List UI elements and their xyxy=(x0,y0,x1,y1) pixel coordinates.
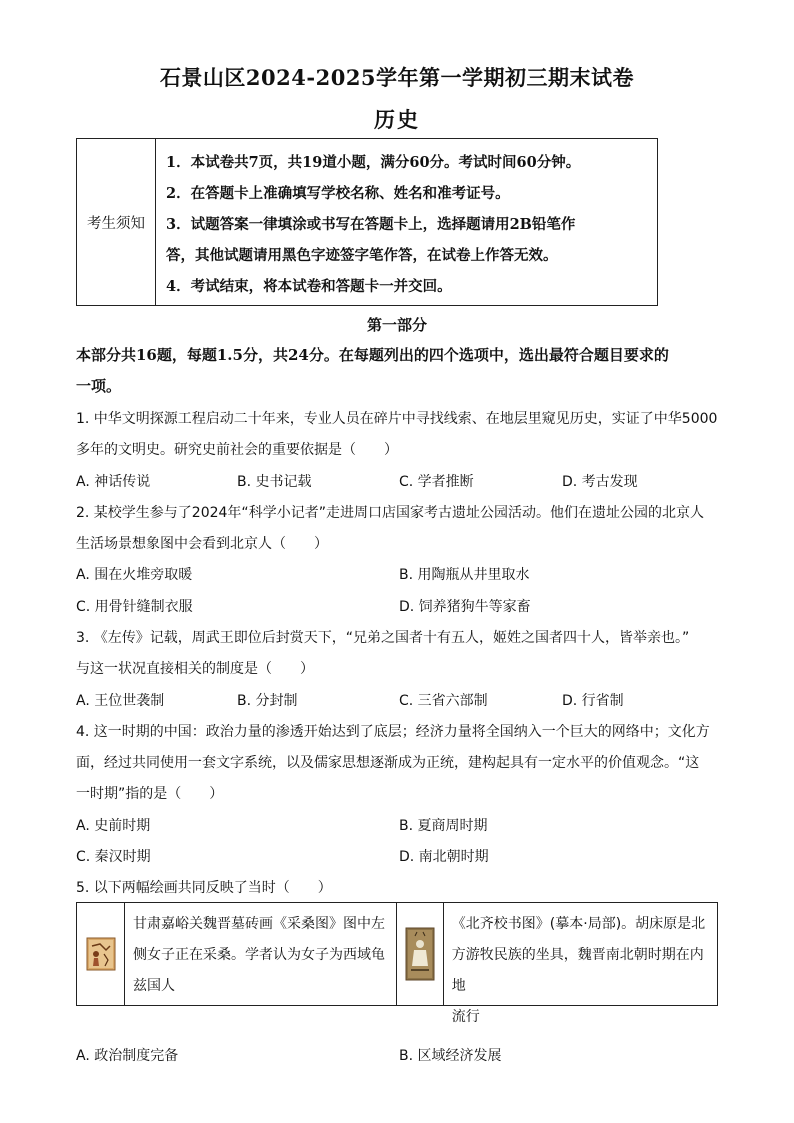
notice-box xyxy=(76,138,658,306)
q1-option-c[interactable]: C. 学者推断 xyxy=(399,474,474,490)
q5-image-table xyxy=(76,902,718,1025)
brick-painting-image xyxy=(77,903,125,1005)
q5-right-caption-line: 流行 xyxy=(451,1009,480,1025)
notice-item: 4．考试结束，将本试卷和答题卡一并交回。 xyxy=(166,278,452,295)
part-intro xyxy=(76,340,726,402)
notice-item: 1．本试卷共7页，共19道小题，满分60分。考试时间60分钟。 xyxy=(166,154,581,171)
q5-left-caption-line: 甘肃嘉峪关魏晋墓砖画《采桑图》图中左 xyxy=(133,916,385,932)
q2-option-a[interactable]: A. 围在火堆旁取暖 xyxy=(76,567,193,583)
q5-stem: 5. 以下两幅绘画共同反映了当时（ ） xyxy=(76,880,332,896)
q4-stem-line: 一时期”指的是（ ） xyxy=(76,786,224,802)
part-intro-line: 本部分共16题，每题1.5分，共24分。在每题列出的四个选项中，选出最符合题目要求的 xyxy=(76,346,669,364)
subject-title: 历史 xyxy=(374,107,420,132)
q2-option-d[interactable]: D. 饲养猪狗牛等家畜 xyxy=(399,599,531,615)
q5-left-caption xyxy=(125,903,391,1005)
part-title: 第一部分 xyxy=(366,316,427,334)
q4-stem-line: 4. 这一时期的中国：政治力量的渗透开始达到了底层；经济力量将全国纳入一个巨大的网络中；文化方 xyxy=(76,724,710,740)
q1-stem-line: 多年的文明史。研究史前社会的重要依据是（ ） xyxy=(76,442,398,458)
q3-option-d[interactable]: D. 行省制 xyxy=(562,693,624,709)
q1-option-d[interactable]: D. 考古发现 xyxy=(562,474,638,490)
q4-option-b[interactable]: B. 夏商周时期 xyxy=(399,818,488,834)
q2-option-c[interactable]: C. 用骨针缝制衣服 xyxy=(76,599,193,615)
q2-stem-line: 2. 某校学生参与了2024年“科学小记者”走进周口店国家考古遗址公园活动。他们在遗址公园的北京人 xyxy=(76,505,704,521)
notice-item: 2．在答题卡上准确填写学校名称、姓名和准考证号。 xyxy=(166,185,510,202)
q3-stem-line: 与这一状况直接相关的制度是（ ） xyxy=(76,661,314,677)
notice-label: 考生须知 xyxy=(77,139,156,305)
scroll-painting-image xyxy=(397,903,444,1005)
q5-left-caption-line: 侧女子正在采桑。学者认为女子为西域龟 xyxy=(133,947,385,963)
q1-stem-line: 1. 中华文明探源工程启动二十年来，专业人员在碎片中寻找线索、在地层里窥见历史，实证了中华5000 xyxy=(76,411,718,427)
q5-right-caption-line: 《北齐校书图》(摹本·局部)。胡床原是北 xyxy=(451,916,706,932)
q3-option-c[interactable]: C. 三省六部制 xyxy=(399,693,488,709)
q4-option-c[interactable]: C. 秦汉时期 xyxy=(76,849,151,865)
q5-option-a[interactable]: A. 政治制度完备 xyxy=(76,1048,179,1064)
q3-option-b[interactable]: B. 分封制 xyxy=(237,693,298,709)
q5-left-cell xyxy=(77,903,397,1005)
q1-option-b[interactable]: B. 史书记载 xyxy=(237,474,312,490)
q1-option-a[interactable]: A. 神话传说 xyxy=(76,474,151,490)
exam-title: 石景山区2024-2025学年第一学期初三期末试卷 xyxy=(159,65,635,90)
q2-option-b[interactable]: B. 用陶瓶从井里取水 xyxy=(399,567,530,583)
q5-right-cell xyxy=(397,903,717,1025)
part-intro-line: 一项。 xyxy=(76,377,122,395)
q3-stem-line: 3. 《左传》记载，周武王即位后封赏天下，“兄弟之国者十有五人，姬姓之国者四十人，皆举亲也。” xyxy=(76,630,690,646)
q5-left-caption-line: 兹国人 xyxy=(133,978,175,994)
q5-right-caption xyxy=(444,903,717,1025)
notice-item: 答，其他试题请用黑色字迹签字笔作答，在试卷上作答无效。 xyxy=(166,247,558,264)
notice-item: 3．试题答案一律填涂或书写在答题卡上，选择题请用2B铅笔作 xyxy=(166,216,576,233)
q3-option-a[interactable]: A. 王位世袭制 xyxy=(76,693,165,709)
q4-option-a[interactable]: A. 史前时期 xyxy=(76,818,151,834)
notice-items xyxy=(156,139,580,305)
q5-right-caption-line: 方游牧民族的坐具，魏晋南北朝时期在内地 xyxy=(451,947,704,994)
q4-stem-line: 面，经过共同使用一套文字系统，以及儒家思想逐渐成为正统，建构起具有一定水平的价值观念。“这 xyxy=(76,755,700,771)
q2-stem-line: 生活场景想象图中会看到北京人（ ） xyxy=(76,536,328,552)
q4-option-d[interactable]: D. 南北朝时期 xyxy=(399,849,489,865)
q5-option-b[interactable]: B. 区域经济发展 xyxy=(399,1048,502,1064)
